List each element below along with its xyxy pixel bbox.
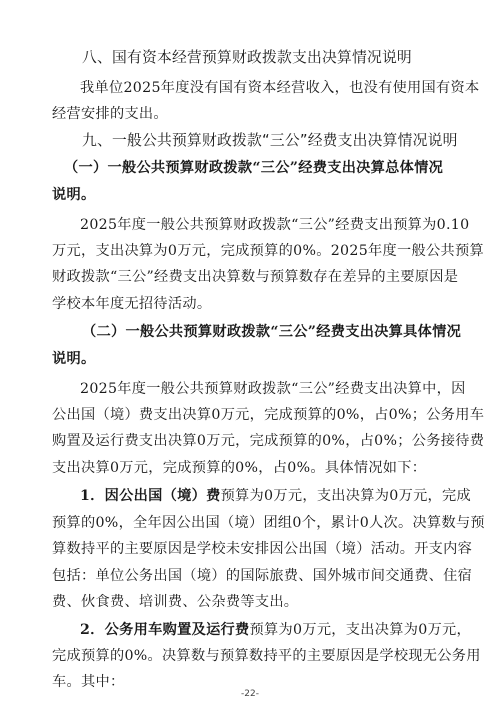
item-1-label: 1．因公出国（境）费 [80, 488, 221, 504]
subsection-1-heading: 说明。 [52, 187, 96, 203]
section-8-heading: 八、国有资本经营预算财政拨款支出决算情况说明 [82, 49, 412, 66]
section-8-body-line: 经营安排的支出。 [52, 106, 168, 122]
item-1-text: 预算为0万元，支出决算为0万元，完成 [220, 488, 472, 504]
item-2-line: 完成预算的0%。决算数与预算数持平的主要原因是学校现无公务用 [52, 648, 481, 664]
subsection-1-body-line: 学校本年度无招待活动。 [52, 296, 212, 312]
section-8-body-line: 我单位2025年度没有国有资本经营收入，也没有使用国有资本 [80, 80, 480, 96]
item-1-line: 包括：单位公务出国（境）的国际旅费、国外城市间交通费、住宿 [52, 568, 473, 584]
subsection-2-body-line: 2025年度一般公共预算财政拨款“三公”经费支出决算中，因 [80, 381, 466, 397]
subsection-2-heading: （二）一般公共预算财政拨款“三公”经费支出决算具体情况 [82, 324, 462, 340]
item-1-line: 算数持平的主要原因是学校未安排因公出国（境）活动。开支内容 [52, 541, 473, 557]
page-number: -22- [241, 689, 259, 699]
subsection-1-heading: （一）一般公共预算财政拨款“三公”经费支出决算总体情况 [64, 160, 444, 176]
item-1-line: 费、伙食费、培训费、公杂费等支出。 [52, 594, 299, 610]
item-2-line [80, 620, 471, 640]
subsection-1-body-line: 万元，支出决算为0万元，完成预算的0%。2025年度一般公共预算 [52, 243, 484, 259]
item-1-line [80, 486, 471, 506]
subsection-1-body-line: 财政拨款“三公”经费支出决算数与预算数存在差异的主要原因是 [52, 269, 459, 285]
item-1-line: 预算的0%，全年因公出国（境）团组0个，累计0人次。决算数与预 [52, 515, 485, 531]
subsection-2-body-line: 公出国（境）费支出决算0万元，完成预算的0%，占0%；公务用车 [52, 407, 485, 423]
subsection-2-heading: 说明。 [52, 351, 96, 367]
subsection-2-body-line: 购置及运行费支出决算0万元，完成预算的0%，占0%；公务接待费 [52, 433, 485, 449]
subsection-1-body-line: 2025年度一般公共预算财政拨款“三公”经费支出预算为0.10 [80, 217, 470, 233]
item-2-label: 2．公务用车购置及运行费 [80, 622, 250, 638]
subsection-2-body-line: 支出决算0万元，完成预算的0%，占0%。具体情况如下： [52, 460, 427, 476]
item-2-line: 车。其中： [52, 674, 125, 690]
item-2-text: 预算为0万元，支出决算为0万元， [249, 622, 472, 638]
section-9-heading: 九、一般公共预算财政拨款“三公”经费支出决算情况说明 [82, 132, 458, 149]
